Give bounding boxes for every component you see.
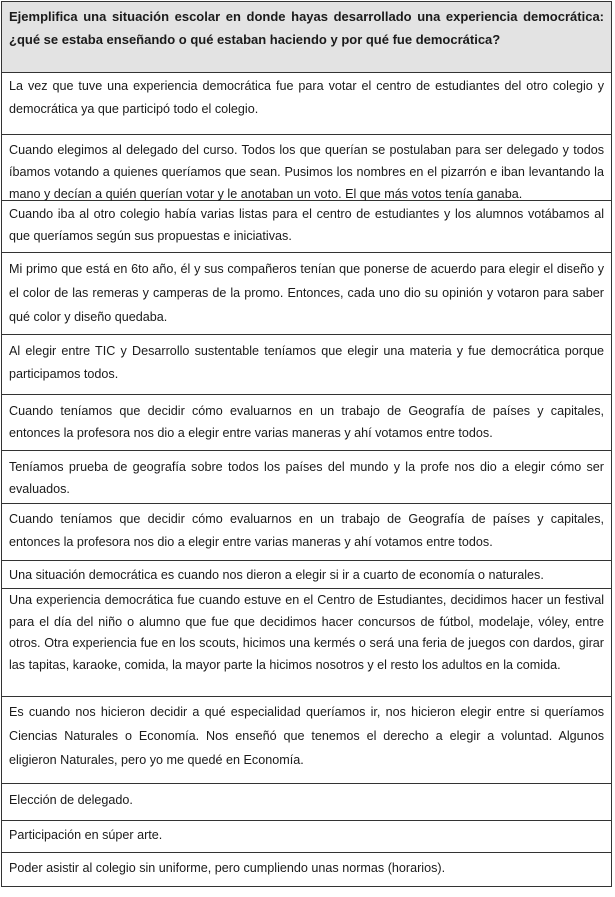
response-row: Cuando elegimos al delegado del curso. Todos los que querían se postulaban para ser delegado y todos íbamos votando a quienes queríamos que sean. Pusimos los nombres en el pizarrón e iban levantando la mano y decían a quién querían votar y le anotaban un voto. El que más votos tenía ganaba. — [1, 135, 612, 201]
response-row: Cuando iba al otro colegio había varias listas para el centro de estudiantes y los alumnos votábamos al que queríamos según sus propuestas e iniciativas. — [1, 201, 612, 253]
response-row: Cuando teníamos que decidir cómo evaluarnos en un trabajo de Geografía de países y capitales, entonces la profesora nos dio a elegir entre varias maneras y ahí votamos entre todos. — [1, 395, 612, 451]
response-row: Mi primo que está en 6to año, él y sus compañeros tenían que ponerse de acuerdo para elegir el diseño y el color de las remeras y camperas de la promo. Entonces, cada uno dio su opinión y votaron para saber qué color y diseño quedaba. — [1, 253, 612, 335]
table-header: Ejemplifica una situación escolar en donde hayas desarrollado una experiencia democrática: ¿qué se estaba enseñando o qué estaban haciendo y por qué fue democrática? — [1, 1, 612, 73]
response-row: La vez que tuve una experiencia democrática fue para votar el centro de estudiantes del otro colegio y democrática ya que participó todo el colegio. — [1, 73, 612, 135]
response-row: Al elegir entre TIC y Desarrollo sustentable teníamos que elegir una materia y fue democrática porque participamos todos. — [1, 335, 612, 395]
response-row: Una situación democrática es cuando nos dieron a elegir si ir a cuarto de economía o naturales. — [1, 561, 612, 589]
response-row: Poder asistir al colegio sin uniforme, pero cumpliendo unas normas (horarios). — [1, 853, 612, 887]
response-row: Es cuando nos hicieron decidir a qué especialidad queríamos ir, nos hicieron elegir entre si queríamos Ciencias Naturales o Economía. Nos enseñó que tenemos el derecho a elegir a voluntad. Algunos eligieron Naturales, pero yo me quedé en Economía. — [1, 697, 612, 784]
response-row: Una experiencia democrática fue cuando estuve en el Centro de Estudiantes, decidimos hacer un festival para el día del niño o alumno que fue que decidimos hacer concursos de fútbol, modelaje, vóley, entre otros. Otra experiencia fue en los scouts, hicimos una kermés o será una feria de juegos con dardos, girar las tapitas, karaoke, comida, la mayor parte la hicimos nosotros y el resto los adultos en la comida. — [1, 588, 612, 697]
response-row: Teníamos prueba de geografía sobre todos los países del mundo y la profe nos dio a elegir cómo ser evaluados. — [1, 451, 612, 504]
response-row: Participación en súper arte. — [1, 821, 612, 853]
response-row: Elección de delegado. — [1, 784, 612, 821]
response-row: Cuando teníamos que decidir cómo evaluarnos en un trabajo de Geografía de países y capitales, entonces la profesora nos dio a elegir entre varias maneras y ahí votamos entre todos. — [1, 504, 612, 561]
